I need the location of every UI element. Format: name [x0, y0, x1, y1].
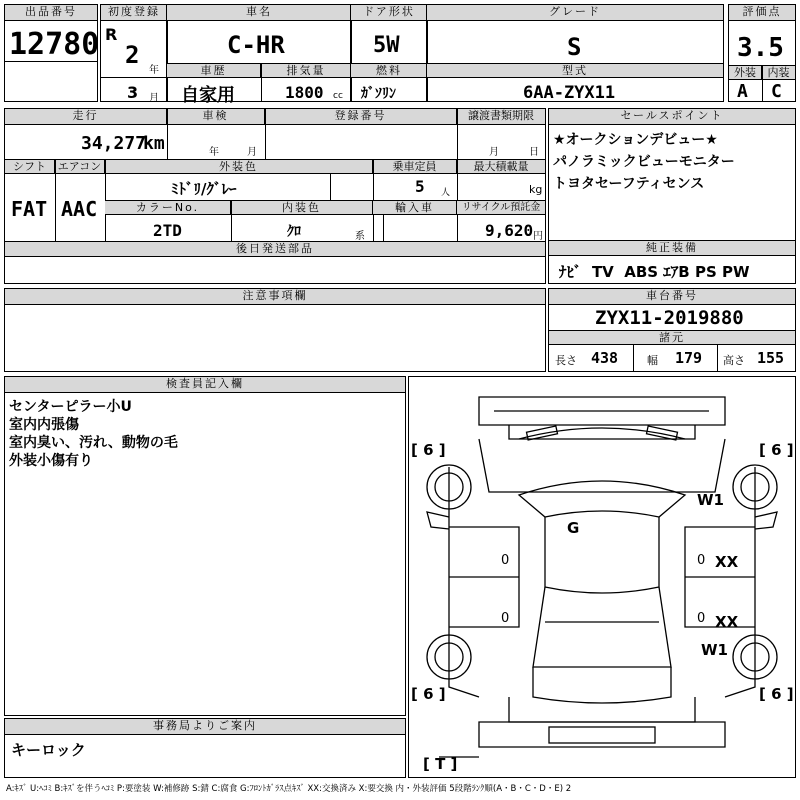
first-reg-label: 初度登録 [101, 5, 167, 21]
caution-label: 注意事項欄 [5, 289, 545, 305]
inspector-label: 検査員記入欄 [5, 377, 405, 393]
displacement-value: 1800 [285, 83, 324, 102]
divider [261, 64, 262, 102]
recycle-label: リサイクル預託金 [457, 201, 545, 215]
door-mark-right-rear: 0 [697, 611, 706, 626]
int-grade-value: C [771, 81, 782, 102]
damage-mark-xx-rear: XX [715, 613, 739, 631]
score-label: 評価点 [729, 5, 795, 21]
lot-section [4, 4, 98, 102]
divider [55, 160, 56, 241]
reg-year: 2 [125, 41, 140, 69]
divider [717, 345, 718, 371]
damage-mark-w1-rear: W1 [701, 641, 728, 659]
sales-line: トヨタセーフティセンス [553, 176, 705, 192]
mileage-label: 走行 [5, 109, 167, 125]
color-label: 外装色 [105, 160, 373, 174]
colorno-value: 2TD [153, 221, 182, 240]
sales-label: セールスポイント [549, 109, 795, 125]
fuel-label: 燃料 [351, 64, 427, 78]
transfer-month-unit: 月 [489, 147, 499, 158]
type-value: 6AA-ZYX11 [523, 83, 616, 103]
equip-items: ﾅﾋﾞ TV ABS ｴｱB PS PW [559, 263, 750, 281]
door-label: ドア形状 [351, 5, 427, 21]
divider [265, 109, 266, 159]
car-outline [409, 377, 795, 777]
vehicle-info-block [4, 108, 546, 284]
history-label: 車歴 [167, 64, 261, 78]
first-registration [100, 4, 168, 102]
door-mark-left-front: 0 [501, 553, 510, 568]
transfer-day-unit: 日 [529, 147, 539, 158]
damage-legend: A:ｷｽﾞ U:ﾍｺﾐ B:ｷｽﾞを伴うﾍｺﾐ P:要塗装 W:補修跡 S:錆 C:腐食 G:ﾌﾛﾝﾄｶﾞﾗｽ点ｷｽﾞ XX:交換済み X:要交換 内・外装評価 5段階ﾗﾝｸ順(A・B・C・D・E) 2 [6, 784, 572, 794]
width-label: 幅 [647, 354, 658, 367]
sales-line: ★オークションデビュー★ [553, 132, 718, 148]
equip-label: 純正装備 [549, 241, 795, 256]
recycle-unit: 円 [533, 231, 543, 242]
regno-label: 登録番号 [265, 109, 457, 125]
office-notes [4, 718, 406, 778]
inspector-line: 外装小傷有り [9, 453, 93, 469]
score-value: 3.5 [737, 33, 784, 63]
tire-tread-rear-right: [ 6 ] [759, 685, 794, 703]
length-value: 438 [591, 349, 619, 367]
recycle-value: 9,620 [485, 221, 534, 240]
grade-section [426, 4, 724, 102]
lot-label: 出品番号 [5, 5, 97, 21]
ac-value: AAC [61, 197, 98, 221]
divider [5, 61, 97, 62]
divider [330, 174, 331, 200]
damage-mark-w1-front: W1 [697, 491, 724, 509]
model-section [166, 4, 352, 106]
divider [762, 66, 763, 102]
month-unit: 月 [149, 93, 159, 104]
capacity-label: 乗車定員 [373, 160, 457, 174]
load-unit: kg [529, 183, 543, 196]
divider [457, 109, 458, 159]
divider [231, 201, 232, 241]
damage-mark-g: G [567, 519, 580, 537]
ac-label: エアコン [55, 160, 105, 174]
divider [167, 109, 168, 159]
mileage-unit: km [143, 133, 165, 154]
damage-diagram [408, 376, 796, 778]
type-label: 型式 [427, 64, 723, 78]
tire-tread-front-left: [ 6 ] [411, 441, 446, 459]
colorno-label: カラーNo. [105, 201, 231, 215]
ext-grade-value: A [737, 81, 748, 102]
era: R [105, 25, 118, 44]
displacement-label: 排気量 [261, 64, 351, 78]
shift-value: FAT [11, 197, 48, 221]
sales-line: パノラミックビューモニター [553, 154, 735, 170]
dims-label: 諸元 [549, 330, 795, 345]
lot-number: 12780 [9, 27, 100, 62]
divider [383, 215, 384, 241]
tire-tread-front-right: [ 6 ] [759, 441, 794, 459]
intcolor-label: 内装色 [231, 201, 373, 215]
fuel-value: ｶﾞｿﾘﾝ [361, 86, 396, 102]
inspection-label: 車検 [167, 109, 265, 125]
mileage-value: 34,277 [81, 133, 147, 154]
door-mark-left-rear: 0 [501, 611, 510, 626]
sales-points [548, 108, 796, 242]
displacement-unit: cc [333, 91, 343, 101]
equipment [548, 240, 796, 284]
year-unit: 年 [149, 65, 159, 76]
capacity-unit: 人 [441, 188, 451, 198]
divider [633, 345, 634, 371]
office-label: 事務局よりご案内 [5, 719, 405, 735]
height-label: 高さ [723, 354, 745, 367]
caution-section [4, 288, 546, 372]
reg-month: 3 [127, 83, 139, 102]
load-label: 最大積載量 [457, 160, 545, 174]
length-label: 長さ [555, 354, 577, 367]
inspector-notes [4, 376, 406, 716]
door-mark-right-front: 0 [697, 553, 706, 568]
damage-mark-xx-front: XX [715, 553, 739, 571]
model-name: C-HR [227, 31, 285, 59]
grade-label: グレード [427, 5, 723, 21]
chassis-number: ZYX11-2019880 [595, 307, 744, 329]
spare-tire-label: [ T ] [423, 755, 458, 773]
intcolor-unit: 系 [355, 231, 365, 242]
later-parts-label: 後日発送部品 [5, 242, 545, 257]
door-value: 5W [373, 33, 400, 58]
inspector-line: 室内内張傷 [9, 417, 79, 433]
inspector-line: センターピラー小U [9, 399, 132, 415]
model-label: 車名 [167, 5, 351, 21]
door-section [350, 4, 428, 102]
insp-year-unit: 年 [209, 147, 219, 158]
capacity-value: 5 [415, 177, 425, 196]
width-value: 179 [675, 349, 703, 367]
divider [101, 77, 167, 78]
ext-grade-label: 外装 [729, 66, 762, 80]
score-section [728, 4, 796, 102]
tire-tread-rear-left: [ 6 ] [411, 685, 446, 703]
chassis-label: 車台番号 [549, 289, 795, 305]
transfer-label: 譲渡書類期限 [457, 109, 545, 125]
history-value: 自家用 [181, 85, 235, 106]
shift-label: シフト [5, 160, 55, 174]
grade-value: S [567, 33, 582, 61]
office-text: キーロック [11, 741, 86, 759]
chassis-section [548, 288, 796, 372]
intcolor-value: ｸﾛ [287, 224, 301, 240]
inspector-line: 室内臭い、汚れ、動物の毛 [9, 435, 178, 451]
import-label: 輸入車 [373, 201, 457, 215]
height-value: 155 [757, 349, 785, 367]
int-grade-label: 内装 [762, 66, 795, 80]
insp-month-unit: 月 [247, 147, 257, 158]
color-value: ﾐﾄﾞﾘ/ｸﾞﾚｰ [171, 180, 237, 198]
